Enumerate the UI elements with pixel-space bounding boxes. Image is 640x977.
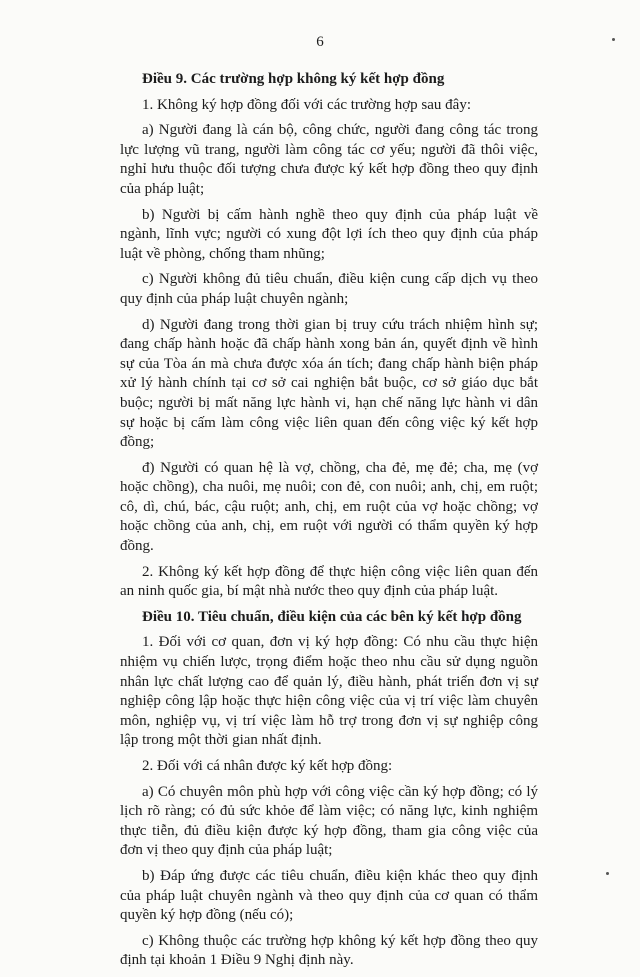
paragraph: 2. Đối với cá nhân được ký kết hợp đồng: bbox=[142, 758, 393, 774]
paragraph: đ) Người có quan hệ là vợ, chồng, cha đẻ, mẹ đẻ; cha, mẹ (vợ hoặc chồng), cha nuôi, mẹ nuôi; con đẻ, con nuôi; anh, chị, em ruột; cô, dì, chú, bác, cậu ruột; anh, chị, em ruột của vợ hoặc chồng; vợ hoặc chồng của anh, chị, em ruột với người có thẩm quyền ký hợp đồng. bbox=[120, 459, 538, 555]
document-body bbox=[120, 70, 538, 977]
scan-speck bbox=[606, 872, 609, 875]
article-9 bbox=[120, 70, 538, 602]
paragraph: 2. Không ký kết hợp đồng để thực hiện công việc liên quan đến an ninh quốc gia, bí mật nhà nước theo quy định của pháp luật. bbox=[120, 563, 538, 600]
article-heading: Điều 9. Các trường hợp không ký kết hợp đồng bbox=[142, 71, 445, 87]
article-heading: Điều 10. Tiêu chuẩn, điều kiện của các bên ký kết hợp đồng bbox=[142, 608, 522, 625]
paragraph: b) Đáp ứng được các tiêu chuẩn, điều kiện khác theo quy định của pháp luật chuyên ngành và theo quy định của cơ quan có thẩm quyền ký hợp đồng (nếu có); bbox=[120, 867, 538, 924]
page-number: 6 bbox=[316, 34, 324, 50]
paragraph: b) Người bị cấm hành nghề theo quy định của pháp luật về ngành, lĩnh vực; người có xung đột lợi ích theo quy định của pháp luật về phòng, chống tham nhũng; bbox=[120, 206, 538, 262]
article-10 bbox=[120, 608, 538, 971]
paragraph: a) Có chuyên môn phù hợp với công việc cần ký hợp đồng; có lý lịch rõ ràng; có đủ sức khỏe để làm việc; có năng lực, kinh nghiệm thực tiễn, đủ điều kiện được ký hợp đồng, tham gia công việc của đơn vị theo quy định của pháp luật; bbox=[120, 783, 538, 859]
paragraph: 1. Không ký hợp đồng đối với các trường hợp sau đây: bbox=[142, 96, 471, 113]
scan-speck bbox=[612, 38, 615, 41]
paragraph: c) Người không đủ tiêu chuẩn, điều kiện cung cấp dịch vụ theo quy định của pháp luật chuyên ngành; bbox=[120, 271, 538, 307]
paragraph: 1. Đối với cơ quan, đơn vị ký hợp đồng: Có nhu cầu thực hiện nhiệm vụ chiến lược, trọng điểm hoặc theo nhu cầu sử dụng nguồn nhân lực chất lượng cao để quản lý, điều hành, phát triển đơn vị sự nghiệp công lập hoặc thực hiện công việc của vị trí việc làm chuyên môn, nghiệp vụ, vị trí việc làm hỗ trợ trong đơn vị sự nghiệp công lập trong một thời gian nhất định. bbox=[120, 634, 538, 749]
paragraph: d) Người đang trong thời gian bị truy cứu trách nhiệm hình sự; đang chấp hành hoặc đã chấp hành xong bản án, quyết định về hình sự của Tòa án mà chưa được xóa án tích; đang chấp hành biện pháp xử lý hành chính tại cơ sở cai nghiện bắt buộc, cơ sở giáo dục bắt buộc; người bị mất năng lực hành vi, hạn chế năng lực hành vi dân sự hoặc bị cấm làm công việc liên quan đến công việc ký kết hợp đồng; bbox=[120, 316, 538, 451]
paragraph: c) Không thuộc các trường hợp không ký kết hợp đồng theo quy định tại khoản 1 Điều 9 Nghị định này. bbox=[120, 932, 538, 969]
paragraph: a) Người đang là cán bộ, công chức, người đang công tác trong lực lượng vũ trang, người làm công tác cơ yếu; người đã thôi việc, nghỉ hưu thuộc đối tượng chưa được ký kết hợp đồng theo quy định của pháp luật; bbox=[120, 122, 538, 197]
